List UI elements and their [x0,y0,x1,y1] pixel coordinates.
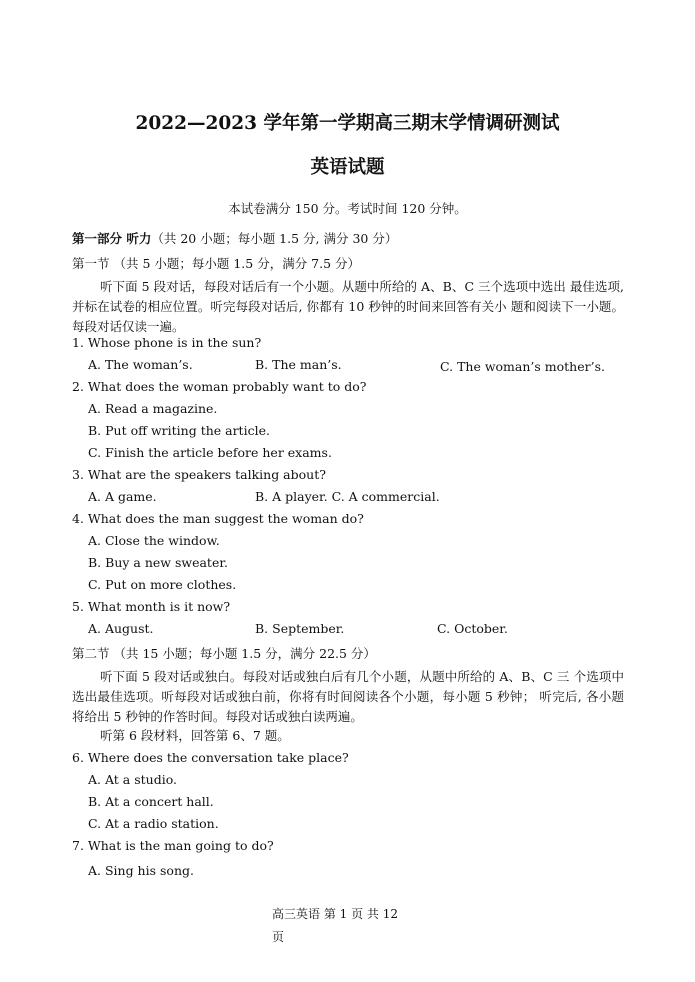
part1-title: 第一部分 听力 [72,231,152,246]
option-a: A. August. [88,621,154,636]
section2-heading: 第二节 （共 15 小题；每小题 1.5 分，满分 22.5 分） [72,646,376,661]
option-bc: B. A player. C. A commercial. [255,489,440,504]
option-b: B. Put off writing the article. [88,423,270,438]
option-c: C. The woman’s mother’s. [440,359,605,374]
part1-heading [72,231,397,247]
option-a: A. Read a magazine. [88,401,218,416]
exam-info: 本试卷满分 150 分。考试时间 120 分钟。 [228,201,467,216]
section2-instructions: 听下面 5 段对话或独白。每段对话或独白后有几个小题，从题中所给的 A、B、C 三 个选项中选出最佳选项。听每段对话或独白前，你将有时间阅读各个小题，每小题 5 秒钟； 听完后, 各小题将给出 5 秒钟的作答时间。每段对话或独白读两遍。 [72,669,624,724]
option-b: B. Buy a new sweater. [88,555,228,570]
part1-note: （共 20 小题；每小题 1.5 分, 满分 30 分） [151,231,398,246]
option-c: C. Finish the article before her exams. [88,445,332,460]
section1-instructions: 听下面 5 段对话，每段对话后有一个小题。从题中所给的 A、B、C 三个选项中选出 最佳选项, 并标在试卷的相应位置。听完每段对话后, 你都有 10 秒钟的时间来回答有关小 题和阅读下一小题。每段对话仅读一遍。 [72,279,624,334]
option-a: A. Close the window. [88,533,220,548]
option-b: B. At a concert hall. [88,794,214,809]
option-b: B. September. [255,621,345,636]
section1-heading: 第一节 （共 5 小题；每小题 1.5 分，满分 7.5 分） [72,256,361,271]
subject-title: 英语试题 [310,157,385,178]
page-footer-continued: 页 [272,930,285,944]
question-stem: 3. What are the speakers talking about? [72,467,326,482]
option-c: C. Put on more clothes. [88,577,237,592]
option-a: A. Sing his song. [88,863,194,878]
question-stem: 6. Where does the conversation take place? [72,750,349,765]
question-stem: 5. What month is it now? [72,599,231,614]
option-c: C. At a radio station. [88,816,219,831]
material-note: 听第 6 段材料，回答第 6、7 题。 [100,728,290,743]
question-stem: 7. What is the man going to do? [72,838,274,853]
question-stem: 4. What does the man suggest the woman do? [72,511,364,526]
option-a: A. The woman’s. [88,357,193,372]
option-a: A. A game. [88,489,157,504]
page-footer: 高三英语 第 1 页 共 12 [272,907,398,921]
question-stem: 2. What does the woman probably want to do? [72,379,367,394]
exam-title: 2022—2023 学年第一学期高三期末学情调研测试 [135,113,560,134]
option-c: C. October. [437,621,508,636]
question-stem: 1. Whose phone is in the sun? [72,335,262,350]
option-a: A. At a studio. [88,772,177,787]
option-b: B. The man’s. [255,357,342,372]
